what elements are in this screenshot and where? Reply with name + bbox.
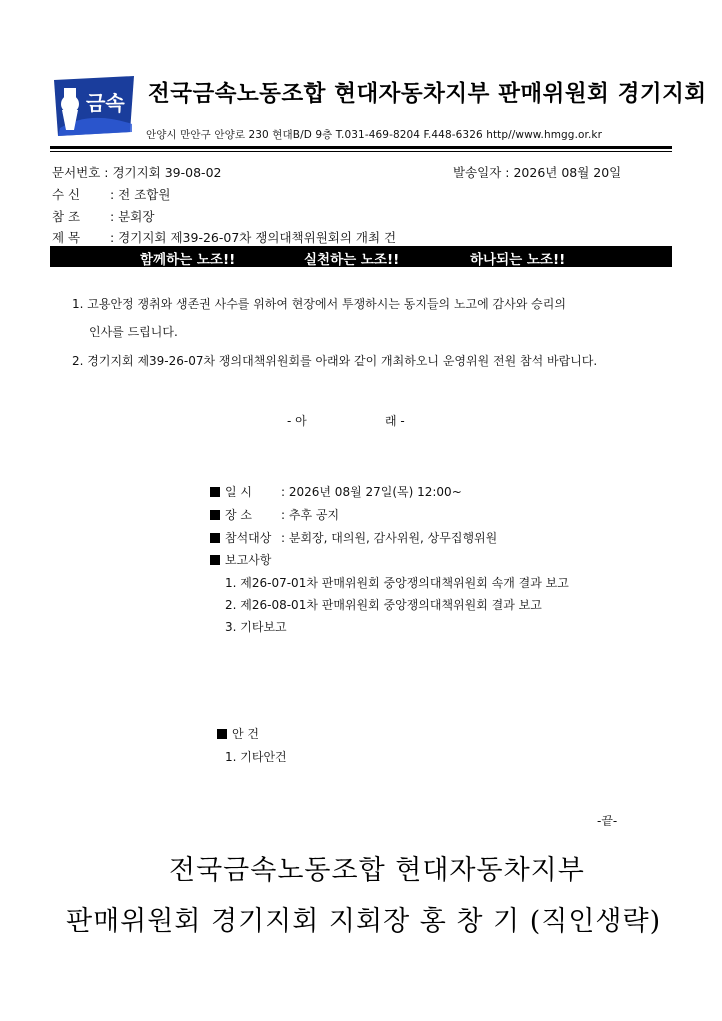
report-item: 3. 기타보고 — [225, 620, 287, 634]
bullet-square-icon — [210, 510, 220, 520]
paragraph-2: 2. 경기지회 제39-26-07차 쟁의대책위원회를 아래와 같이 개최하오니 운영위원 전원 참석 바랍니다. — [72, 354, 598, 368]
slogan-3: 하나되는 노조!! — [470, 252, 566, 268]
place-label: 장 소 — [225, 508, 252, 522]
datetime-value: : 2026년 08월 27일(목) 12:00~ — [281, 485, 462, 499]
report-label: 보고사항 — [225, 553, 272, 567]
cc-row — [52, 207, 154, 225]
end-mark: -끝- — [597, 814, 618, 828]
slogan-2: 실천하는 노조!! — [304, 252, 400, 268]
doc-number: 문서번호 : 경기지회 39-08-02 — [52, 165, 222, 180]
slogan-1: 함께하는 노조!! — [140, 252, 236, 268]
cc-label: 참 조 — [52, 209, 81, 224]
agenda-row — [217, 725, 259, 742]
bullet-square-icon — [210, 555, 220, 565]
bullet-square-icon — [210, 487, 220, 497]
union-logo — [50, 70, 138, 140]
paragraph-1-line-1: 1. 고용안정 쟁취와 생존권 사수를 위하여 현장에서 투쟁하시는 동지들의 노고에 감사와 승리의 — [72, 297, 566, 311]
agenda-label: 안 건 — [232, 727, 259, 741]
datetime-row — [210, 483, 462, 500]
bullet-square-icon — [210, 533, 220, 543]
send-date: 발송일자 : 2026년 08월 20일 — [453, 165, 622, 180]
cc-value: : 분회장 — [110, 209, 155, 224]
signature-line-2: 판매위원회 경기지회 지회장 홍 창 기 (직인생략) — [66, 906, 662, 937]
signature-line-1: 전국금속노동조합 현대자동차지부 — [169, 855, 585, 886]
below-heading-right: 래 - — [385, 414, 405, 428]
place-value: : 추후 공지 — [281, 508, 340, 522]
subject-label: 제 목 — [52, 230, 81, 245]
paragraph-1-line-2: 인사를 드립니다. — [89, 325, 178, 339]
header-divider — [50, 146, 672, 149]
attendees-row — [210, 529, 497, 546]
header-divider-thin — [50, 151, 672, 152]
recipient-value: : 전 조합원 — [110, 187, 171, 202]
org-title: 전국금속노동조합 현대자동차지부 판매위원회 경기지회 — [148, 81, 707, 107]
bullet-square-icon — [217, 729, 227, 739]
report-row — [210, 551, 271, 568]
recipient-label: 수 신 — [52, 187, 81, 202]
below-heading-left: - 아 — [287, 414, 307, 428]
org-address: 안양시 만안구 안양로 230 현대B/D 9층 T.031-469-8204 F.448-6326 http//www.hmgg.or.kr — [146, 129, 603, 141]
attendees-label: 참석대상 — [225, 531, 272, 545]
recipient-row — [52, 185, 170, 203]
slogan-bar — [50, 246, 672, 267]
report-item: 2. 제26-08-01차 판매위원회 중앙쟁의대책위원회 결과 보고 — [225, 598, 542, 612]
subject-value: : 경기지회 제39-26-07차 쟁의대책위원회의 개최 건 — [110, 230, 397, 245]
datetime-label: 일 시 — [225, 485, 252, 499]
agenda-item: 1. 기타안건 — [225, 750, 287, 764]
attendees-value: : 분회장, 대의원, 감사위원, 상무집행위원 — [281, 531, 498, 545]
place-row — [210, 506, 339, 523]
subject-row — [52, 228, 396, 246]
logo-text: 금속 — [86, 91, 125, 115]
report-item: 1. 제26-07-01차 판매위원회 중앙쟁의대책위원회 속개 결과 보고 — [225, 576, 569, 590]
